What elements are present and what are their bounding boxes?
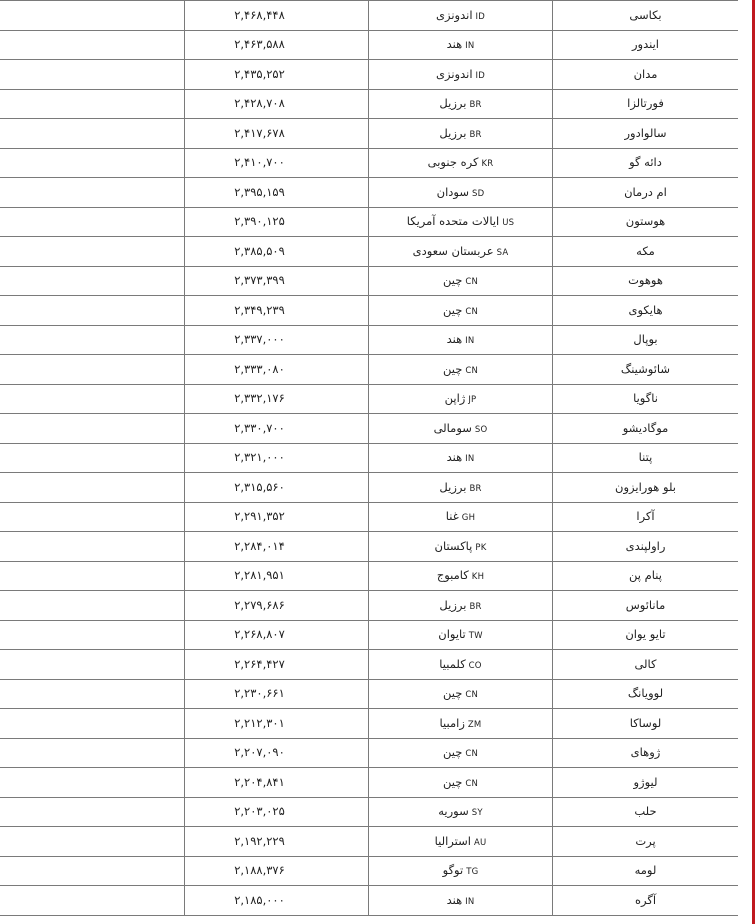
country-code: SD [472, 188, 485, 199]
empty-cell [0, 591, 185, 621]
population-cell [185, 591, 369, 621]
population-cell [185, 384, 369, 414]
country-cell [369, 797, 553, 827]
country-cell [369, 119, 553, 149]
population-value: ۲,۲۶۴,۴۲۷ [234, 656, 285, 671]
empty-cell [0, 148, 185, 178]
country-cell [369, 473, 553, 503]
population-cell [185, 325, 369, 355]
country-code: PK [475, 542, 487, 553]
empty-cell [0, 620, 185, 650]
country-name: برزیل [439, 479, 467, 494]
empty-cell [0, 679, 185, 709]
city-name-cell: ژوهای [553, 738, 739, 768]
population-value: ۲,۲۶۸,۸۰۷ [234, 627, 285, 641]
country-cell [369, 738, 553, 768]
empty-cell [0, 797, 185, 827]
city-name-cell: آکرا [553, 502, 739, 532]
empty-cell [0, 1, 185, 31]
table-row [0, 591, 738, 621]
country-cell [369, 384, 553, 414]
country-name: برزیل [439, 597, 467, 612]
country-name: چین [442, 686, 463, 700]
country-cell [369, 650, 553, 680]
table-row [0, 119, 738, 149]
population-value: ۲,۲۱۲,۳۰۱ [234, 715, 285, 730]
population-value: ۲,۴۳۵,۲۵۲ [234, 66, 285, 81]
table-row [0, 207, 738, 237]
table-row [0, 443, 738, 473]
empty-cell [0, 502, 185, 532]
empty-cell [0, 827, 185, 857]
country-code: CN [465, 306, 479, 317]
population-cell [185, 89, 369, 119]
city-name-cell: راولپندی [553, 532, 739, 562]
population-value: ۲,۲۷۹,۶۸۶ [234, 597, 285, 612]
city-name-cell: هوستون [553, 207, 739, 237]
population-value: ۲,۴۶۳,۵۸۸ [234, 37, 285, 51]
table-row [0, 886, 738, 916]
population-cell [185, 60, 369, 90]
population-cell [185, 1, 369, 31]
population-value: ۲,۳۴۹,۲۳۹ [234, 302, 285, 317]
country-cell [369, 325, 553, 355]
population-value: ۲,۳۳۷,۰۰۰ [234, 332, 285, 346]
country-name: کامبوج [436, 568, 469, 582]
empty-cell [0, 355, 185, 385]
population-value: ۲,۴۱۷,۶۷۸ [234, 125, 285, 140]
population-cell [185, 886, 369, 916]
country-cell [369, 591, 553, 621]
country-name: هند [446, 332, 463, 346]
country-cell [369, 886, 553, 916]
country-name: چین [442, 774, 463, 789]
population-value: ۲,۴۱۰,۷۰۰ [234, 155, 285, 169]
population-cell [185, 148, 369, 178]
city-name-cell: دائه گو [553, 148, 739, 178]
country-name: هند [446, 892, 463, 907]
table-row [0, 325, 738, 355]
population-cell [185, 266, 369, 296]
empty-cell [0, 561, 185, 591]
empty-cell [0, 296, 185, 326]
city-name-cell: بکاسی [553, 1, 739, 31]
population-cell [185, 561, 369, 591]
city-name-cell: هایکوی [553, 296, 739, 326]
population-value: ۲,۳۸۵,۵۰۹ [234, 243, 285, 258]
table-row [0, 856, 738, 886]
city-name-cell: لومه [553, 856, 739, 886]
country-name: سوریه [438, 804, 469, 818]
population-value: ۲,۲۸۴,۰۱۴ [234, 538, 285, 553]
city-name-cell: مانائوس [553, 591, 739, 621]
country-code: ID [475, 70, 485, 81]
country-name: ایالات متحده آمریکا [406, 214, 500, 228]
city-name-cell: پنام پن [553, 561, 739, 591]
city-name-cell: بلو هورایزون [553, 473, 739, 503]
population-value: ۲,۲۹۱,۳۵۲ [234, 509, 285, 523]
country-name: غنا [445, 509, 459, 523]
country-code: BR [469, 483, 482, 494]
table-row [0, 827, 738, 857]
population-cell [185, 768, 369, 798]
table-row [0, 237, 738, 267]
empty-cell [0, 709, 185, 739]
empty-cell [0, 443, 185, 473]
table-row [0, 148, 738, 178]
population-value: ۲,۳۷۳,۳۹۹ [234, 273, 285, 287]
population-cell [185, 443, 369, 473]
country-name: توگو [442, 863, 464, 877]
population-cell [185, 30, 369, 60]
empty-cell [0, 119, 185, 149]
country-name: چین [442, 302, 463, 317]
country-code: IN [465, 41, 475, 51]
population-cell [185, 650, 369, 680]
city-name-cell: پتنا [553, 443, 739, 473]
country-cell [369, 443, 553, 473]
empty-cell [0, 207, 185, 237]
population-cell [185, 207, 369, 237]
city-name-cell: پرت [553, 827, 739, 857]
table-row [0, 89, 738, 119]
country-code: KH [471, 572, 485, 582]
population-cell [185, 414, 369, 444]
population-value: ۲,۴۶۸,۴۴۸ [234, 7, 285, 22]
country-name: هند [446, 37, 463, 51]
country-cell [369, 414, 553, 444]
country-code: IN [465, 336, 475, 346]
country-code: CN [465, 778, 479, 789]
population-cell [185, 355, 369, 385]
population-value: ۲,۳۹۰,۱۲۵ [234, 214, 285, 228]
city-name-cell: کالی [553, 650, 739, 680]
country-name: عربستان سعودی [412, 243, 494, 258]
country-code: SY [471, 808, 483, 818]
population-value: ۲,۱۹۲,۲۲۹ [234, 833, 285, 848]
country-cell [369, 532, 553, 562]
country-name: اندونزی [436, 66, 473, 81]
empty-cell [0, 60, 185, 90]
population-value: ۲,۱۸۸,۳۷۶ [234, 863, 285, 877]
country-name: چین [442, 361, 463, 376]
country-code: SA [496, 247, 509, 258]
country-code: ZM [467, 719, 482, 730]
table-row [0, 532, 738, 562]
empty-cell [0, 325, 185, 355]
population-cell [185, 237, 369, 267]
country-cell [369, 1, 553, 31]
country-cell [369, 207, 553, 237]
empty-cell [0, 178, 185, 208]
country-cell [369, 679, 553, 709]
empty-cell [0, 384, 185, 414]
country-code: TW [468, 631, 483, 641]
population-value: ۲,۳۳۰,۷۰۰ [234, 420, 285, 435]
country-name: پاکستان [434, 538, 473, 553]
table-row [0, 60, 738, 90]
table-row [0, 768, 738, 798]
country-code: CN [465, 749, 479, 759]
city-name-cell: ناگویا [553, 384, 739, 414]
table-row [0, 296, 738, 326]
country-name: هند [446, 450, 463, 464]
country-code: JP [468, 395, 477, 405]
country-cell [369, 620, 553, 650]
population-value: ۲,۲۸۱,۹۵۱ [234, 568, 285, 582]
country-cell [369, 296, 553, 326]
city-name-cell: لوویانگ [553, 679, 739, 709]
population-value: ۲,۳۲۱,۰۰۰ [234, 450, 285, 464]
city-name-cell: لیوژو [553, 768, 739, 798]
country-name: چین [442, 745, 463, 759]
population-value: ۲,۳۱۵,۵۶۰ [234, 479, 285, 494]
table-row [0, 1, 738, 31]
country-code: SO [474, 424, 488, 435]
country-code: US [502, 218, 515, 228]
country-code: BR [469, 129, 482, 140]
city-name-cell: سالوادور [553, 119, 739, 149]
empty-cell [0, 886, 185, 916]
country-cell [369, 30, 553, 60]
country-cell [369, 502, 553, 532]
country-code: CN [465, 277, 479, 287]
country-cell [369, 827, 553, 857]
table-row [0, 384, 738, 414]
country-code: CN [465, 690, 479, 700]
population-value: ۲,۲۰۴,۸۴۱ [234, 774, 285, 789]
table-row [0, 679, 738, 709]
population-value: ۲,۳۳۳,۰۸۰ [234, 361, 285, 376]
empty-cell [0, 237, 185, 267]
country-cell [369, 355, 553, 385]
country-cell [369, 178, 553, 208]
country-cell [369, 237, 553, 267]
population-cell [185, 502, 369, 532]
country-name: برزیل [439, 96, 467, 110]
empty-cell [0, 532, 185, 562]
empty-cell [0, 30, 185, 60]
table-row [0, 797, 738, 827]
population-cell [185, 296, 369, 326]
table-row [0, 178, 738, 208]
country-name: زامبیا [439, 715, 465, 730]
population-cell [185, 119, 369, 149]
country-cell [369, 561, 553, 591]
country-code: CN [465, 365, 479, 376]
country-code: ID [475, 11, 485, 22]
country-name: سودان [436, 184, 469, 199]
table-row [0, 620, 738, 650]
table-row [0, 502, 738, 532]
country-cell [369, 709, 553, 739]
country-code: AU [473, 837, 487, 848]
country-name: چین [442, 273, 463, 287]
city-name-cell: فورتالزا [553, 89, 739, 119]
empty-cell [0, 856, 185, 886]
table-row [0, 355, 738, 385]
country-cell [369, 856, 553, 886]
city-name-cell: حلب [553, 797, 739, 827]
country-name: ژاپن [444, 391, 466, 405]
population-value: ۲,۳۳۲,۱۷۶ [234, 391, 285, 405]
population-value: ۲,۱۸۵,۰۰۰ [234, 892, 285, 907]
city-name-cell: شائوشینگ [553, 355, 739, 385]
table-row [0, 738, 738, 768]
country-name: کلمبیا [439, 656, 466, 671]
population-cell [185, 709, 369, 739]
table-body [0, 1, 738, 916]
population-cell [185, 827, 369, 857]
city-name-cell: ام درمان [553, 178, 739, 208]
empty-cell [0, 768, 185, 798]
population-cell [185, 620, 369, 650]
country-name: تایوان [438, 627, 466, 641]
table-row [0, 561, 738, 591]
empty-cell [0, 738, 185, 768]
country-code: IN [465, 454, 475, 464]
city-name-cell: آگره [553, 886, 739, 916]
country-cell [369, 266, 553, 296]
population-cell [185, 178, 369, 208]
country-code: BR [469, 601, 482, 612]
country-code: BR [469, 100, 482, 110]
country-name: کره جنوبی [427, 155, 479, 169]
country-code: GH [461, 513, 476, 523]
table-row [0, 414, 738, 444]
city-name-cell: هوهوت [553, 266, 739, 296]
country-cell [369, 60, 553, 90]
population-value: ۲,۲۰۷,۰۹۰ [234, 745, 285, 759]
table-row [0, 473, 738, 503]
empty-cell [0, 650, 185, 680]
country-code: IN [465, 896, 475, 907]
population-value: ۲,۳۹۵,۱۵۹ [234, 184, 285, 199]
table-row [0, 30, 738, 60]
country-code: CO [468, 660, 482, 671]
country-cell [369, 148, 553, 178]
country-cell [369, 768, 553, 798]
city-name-cell: لوساکا [553, 709, 739, 739]
country-code: TG [466, 867, 479, 877]
empty-cell [0, 473, 185, 503]
empty-cell [0, 266, 185, 296]
country-name: اندونزی [436, 7, 473, 22]
country-name: استرالیا [434, 833, 471, 848]
city-name-cell: مدان [553, 60, 739, 90]
empty-cell [0, 89, 185, 119]
table-row [0, 650, 738, 680]
city-name-cell: ایندور [553, 30, 739, 60]
population-cell [185, 797, 369, 827]
country-name: سومالی [433, 420, 472, 435]
empty-cell [0, 414, 185, 444]
table-row [0, 709, 738, 739]
population-value: ۲,۲۰۳,۰۲۵ [234, 804, 285, 818]
population-value: ۲,۴۲۸,۷۰۸ [234, 96, 285, 110]
city-name-cell: تایو یوان [553, 620, 739, 650]
population-cell [185, 738, 369, 768]
country-cell [369, 89, 553, 119]
population-cell [185, 532, 369, 562]
population-cell [185, 679, 369, 709]
city-name-cell: بوپال [553, 325, 739, 355]
table-row [0, 266, 738, 296]
population-cell [185, 856, 369, 886]
country-code: KR [481, 159, 494, 169]
city-name-cell: مکه [553, 237, 739, 267]
city-name-cell: موگادیشو [553, 414, 739, 444]
population-cell [185, 473, 369, 503]
country-name: برزیل [439, 125, 467, 140]
population-value: ۲,۲۳۰,۶۶۱ [234, 686, 285, 700]
